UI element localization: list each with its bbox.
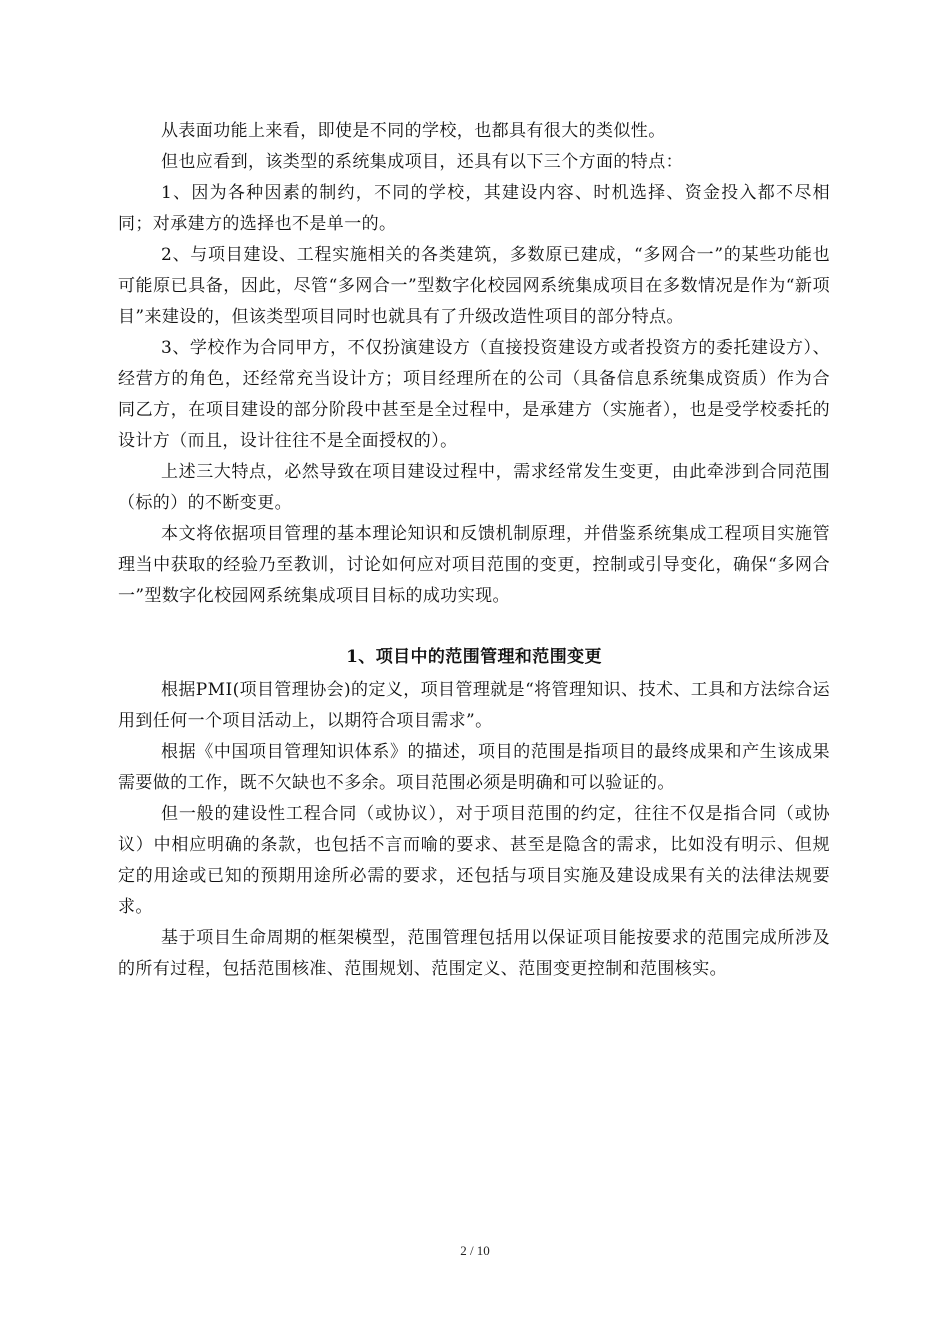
- body-text: [118, 116, 830, 985]
- paragraph: 3、学校作为合同甲方，不仅扮演建设方（直接投资建设方或者投资方的委托建设方）、经营方的角色，还经常充当设计方；项目经理所在的公司（具备信息系统集成资质）作为合同乙方，在项目建设的部分阶段中甚至是全过程中，是承建方（实施者），也是受学校委托的设计方（而且，设计往往不是全面授权的）。: [118, 338, 830, 451]
- page-number: 2 / 10: [460, 1243, 490, 1258]
- section-heading: 1、项目中的范围管理和范围变更: [346, 647, 602, 667]
- paragraph: 根据PMI(项目管理协会)的定义，项目管理就是“将管理知识、技术、工具和方法综合运用到任何一个项目活动上，以期符合项目需求”。: [118, 680, 830, 731]
- paragraph: 从表面功能上来看，即使是不同的学校，也都具有很大的类似性。: [161, 121, 666, 141]
- paragraph: 根据《中国项目管理知识体系》的描述，项目的范围是指项目的最终成果和产生该成果需要做的工作，既不欠缺也不多余。项目范围必须是明确和可以验证的。: [118, 742, 830, 793]
- paragraph: 上述三大特点，必然导致在项目建设过程中，需求经常发生变更，由此牵涉到合同范围（标的）的不断变更。: [118, 462, 830, 513]
- paragraph: 但也应看到，该类型的系统集成项目，还具有以下三个方面的特点：: [161, 152, 683, 172]
- paragraph: 1、因为各种因素的制约，不同的学校，其建设内容、时机选择、资金投入都不尽相同；对承建方的选择也不是单一的。: [118, 183, 830, 234]
- paragraph: 基于项目生命周期的框架模型，范围管理包括用以保证项目能按要求的范围完成所涉及的所有过程，包括范围核准、范围规划、范围定义、范围变更控制和范围核实。: [118, 928, 830, 979]
- paragraph: 本文将依据项目管理的基本理论知识和反馈机制原理，并借鉴系统集成工程项目实施管理当中获取的经验乃至教训，讨论如何应对项目范围的变更，控制或引导变化，确保“多网合一”型数字化校园网系统集成项目目标的成功实现。: [118, 524, 830, 606]
- paragraph: 2、与项目建设、工程实施相关的各类建筑，多数原已建成，“多网合一”的某些功能也可能原已具备，因此，尽管“多网合一”型数字化校园网系统集成项目在多数情况是作为“新项目”来建设的，但该类型项目同时也就具有了升级改造性项目的部分特点。: [118, 245, 830, 327]
- paragraph: 但一般的建设性工程合同（或协议），对于项目范围的约定，往往不仅是指合同（或协议）中相应明确的条款，也包括不言而喻的要求、甚至是隐含的需求，比如没有明示、但规定的用途或已知的预期用途所必需的要求，还包括与项目实施及建设成果有关的法律法规要求。: [118, 804, 830, 917]
